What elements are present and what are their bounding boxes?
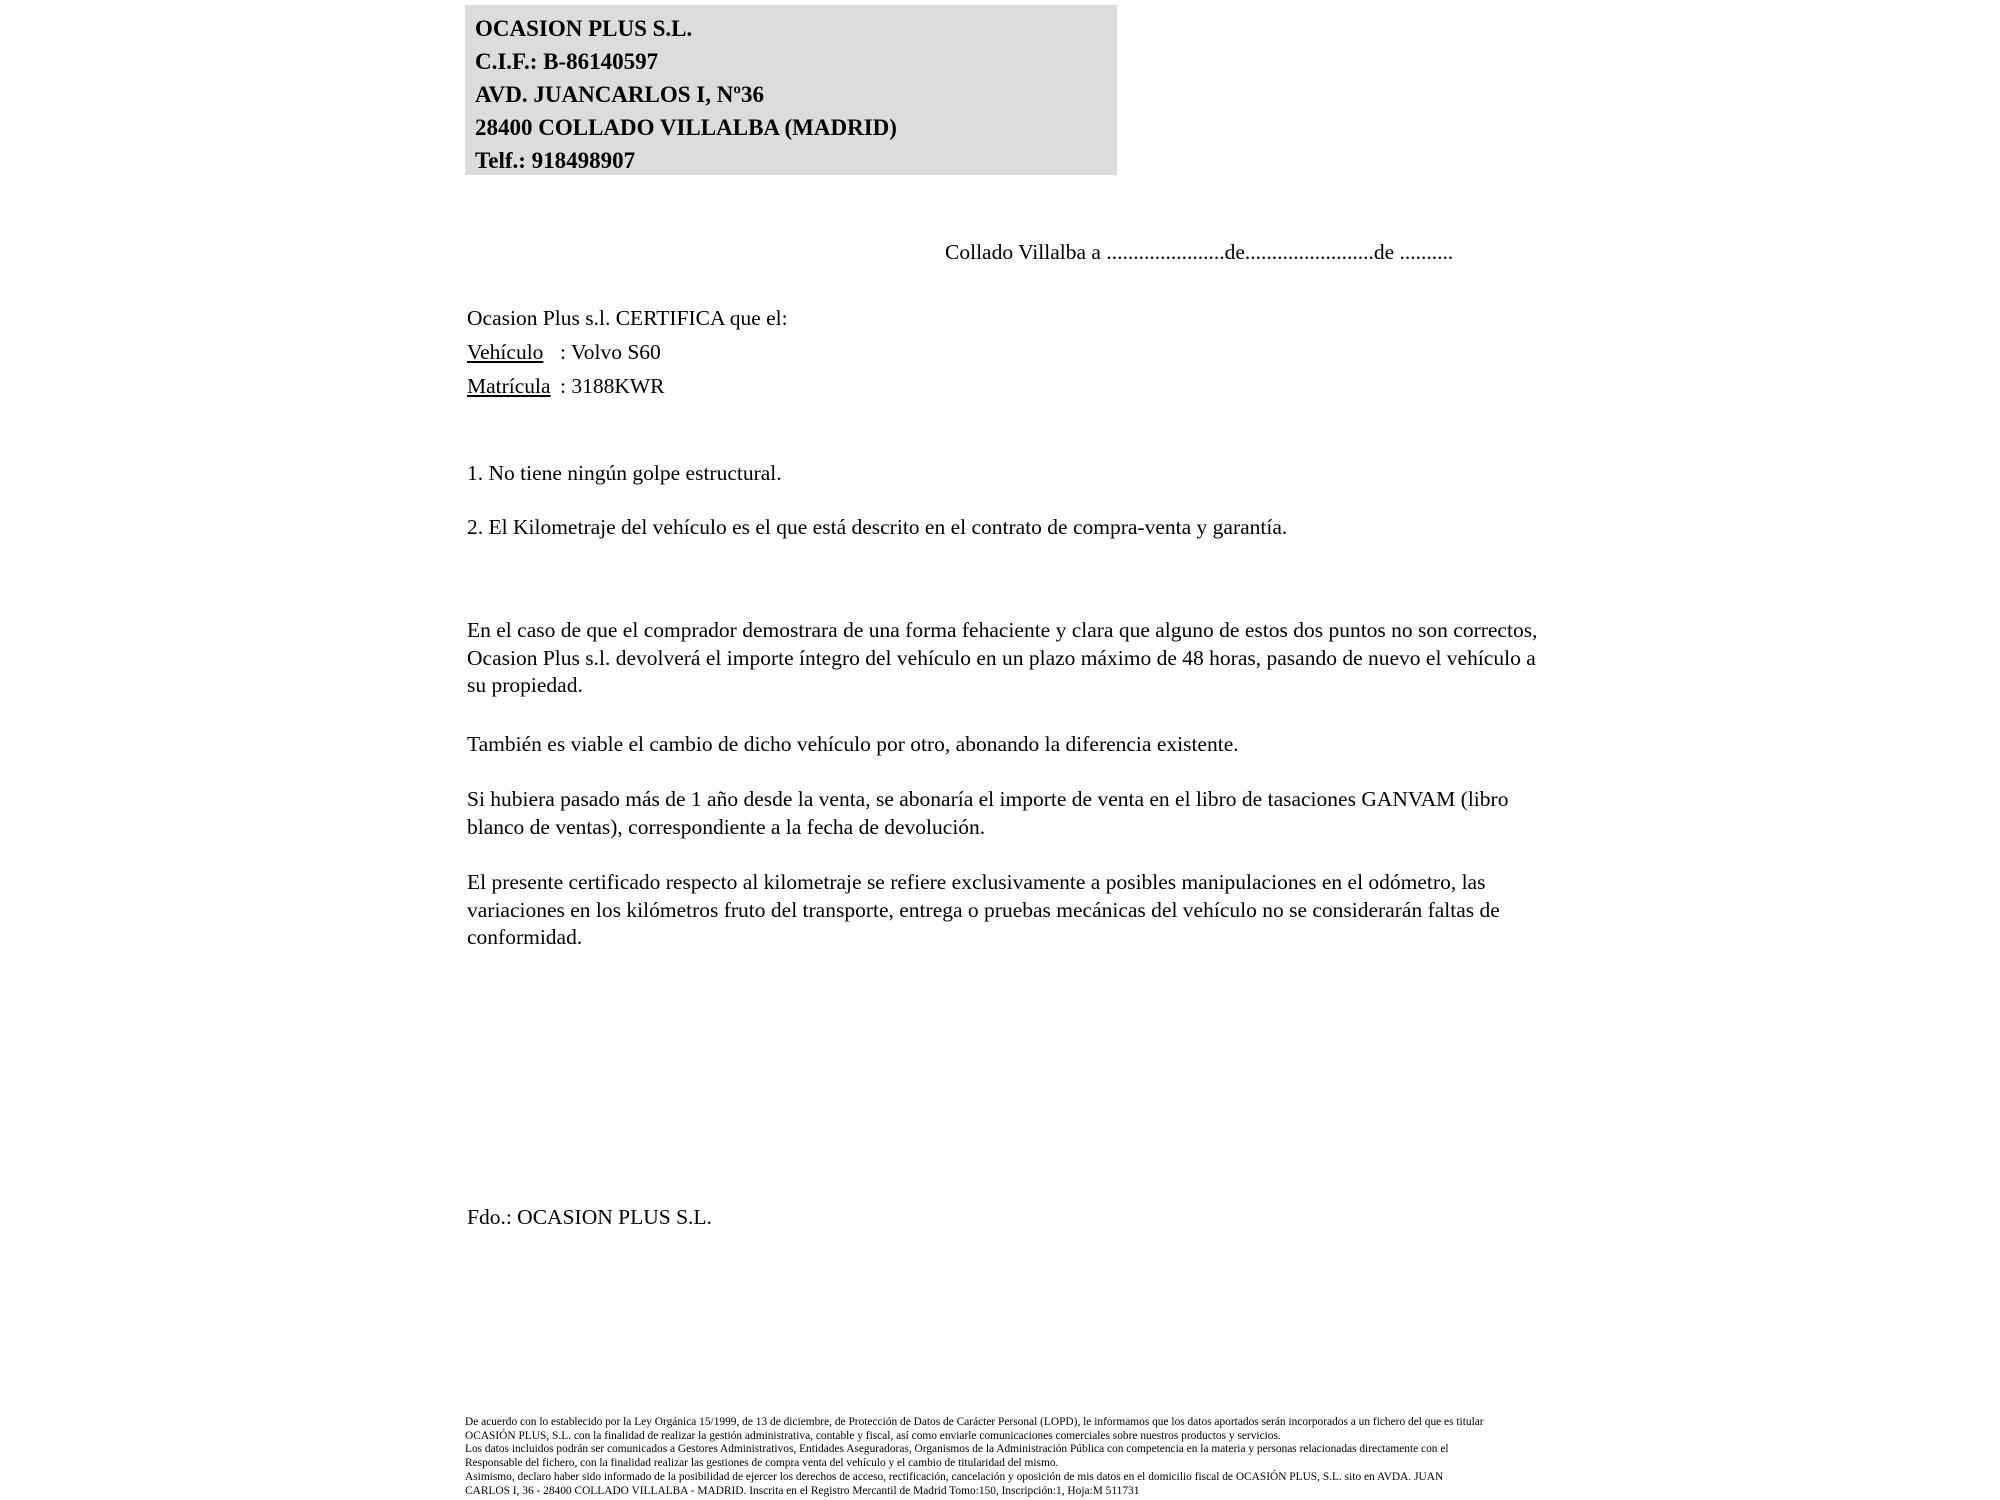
company-name: OCASION PLUS S.L.: [475, 16, 693, 41]
footer-line: OCASIÓN PLUS, S.L. con la finalidad de realizar la gestión administrativa, contable y fiscal, así como enviarle comunicaciones comerciales sobre nuestros productos y servicios.: [465, 1429, 1281, 1442]
paragraph-ganvam-valuation: Si hubiera pasado más de 1 año desde la venta, se abonaría el importe de venta en el libro de tasaciones GANVAM (libro blanco de ventas), correspondiente a la fecha de devolución.: [467, 787, 1509, 839]
company-phone: Telf.: 918498907: [475, 148, 636, 173]
vehicle-row: [467, 335, 788, 369]
plate-label: Matrícula: [467, 374, 551, 398]
paragraph-vehicle-exchange: También es viable el cambio de dicho vehículo por otro, abonando la diferencia existente.: [467, 732, 1239, 756]
legal-footer: [465, 1416, 1484, 1498]
footer-line: CARLOS I, 36 - 28400 COLLADO VILLALBA - MADRID. Inscrita en el Registro Mercantil de Madrid Tomo:150, Inscripción:1, Hoja:M 511731: [465, 1484, 1140, 1497]
signature-line: Fdo.: OCASION PLUS S.L.: [467, 1205, 712, 1229]
company-address: AVD. JUANCARLOS I, Nº36: [475, 82, 764, 107]
company-city: 28400 COLLADO VILLALBA (MADRID): [475, 115, 897, 140]
footer-line: De acuerdo con lo establecido por la Ley Orgánica 15/1999, de 13 de diciembre, de Protección de Datos de Carácter Personal (LOPD), le informamos que los datos aportados serán incorporados a un fichero del que es titular: [465, 1416, 1484, 1428]
paragraph-odometer-disclaimer: El presente certificado respecto al kilometraje se refiere exclusivamente a posibles manipulaciones en el odómetro, las variaciones en los kilómetros fruto del transporte, entrega o pruebas mecánicas del vehículo no se considerarán faltas de conformidad.: [467, 870, 1500, 949]
footer-line: Responsable del fichero, con la finalidad realizar las gestiones de compra venta del vehículo y el cambio de titularidad del mismo.: [465, 1457, 1059, 1470]
date-line: Collado Villalba a ......................de........................de ..........: [945, 240, 1454, 264]
paragraph-refund-guarantee: En el caso de que el comprador demostrara de una forma fehaciente y clara que alguno de estos dos puntos no son correctos, Ocasion Plus s.l. devolverá el importe íntegro del vehículo en un plazo máximo de 48 horas, pasando de nuevo el vehículo a su propiedad.: [467, 618, 1538, 697]
vehicle-value: : Volvo S60: [560, 340, 661, 364]
numbered-point-2: 2. El Kilometraje del vehículo es el que está descrito en el contrato de compra-venta y garantía.: [467, 515, 1288, 539]
certification-intro: Ocasion Plus s.l. CERTIFICA que el:: [467, 306, 788, 330]
vehicle-label: Vehículo: [467, 340, 544, 364]
certification-block: [467, 301, 788, 403]
plate-value: : 3188KWR: [560, 374, 665, 398]
company-cif: C.I.F.: B-86140597: [475, 49, 659, 74]
numbered-point-1: 1. No tiene ningún golpe estructural.: [467, 461, 782, 485]
plate-row: [467, 369, 788, 403]
company-header-box: [465, 5, 1117, 175]
footer-line: Asimismo, declaro haber sido informado de la posibilidad de ejercer los derechos de acceso, rectificación, cancelación y oposición de mis datos en el domicilio fiscal de OCASIÓN PLUS, S.L. sito en AVDA. JUAN: [465, 1470, 1444, 1483]
footer-line: Los datos incluidos podrán ser comunicados a Gestores Administrativos, Entidades Aseguradoras, Organismos de la Administración Pública con competencia en la materia y personas relacionadas directamente con el: [465, 1443, 1449, 1456]
